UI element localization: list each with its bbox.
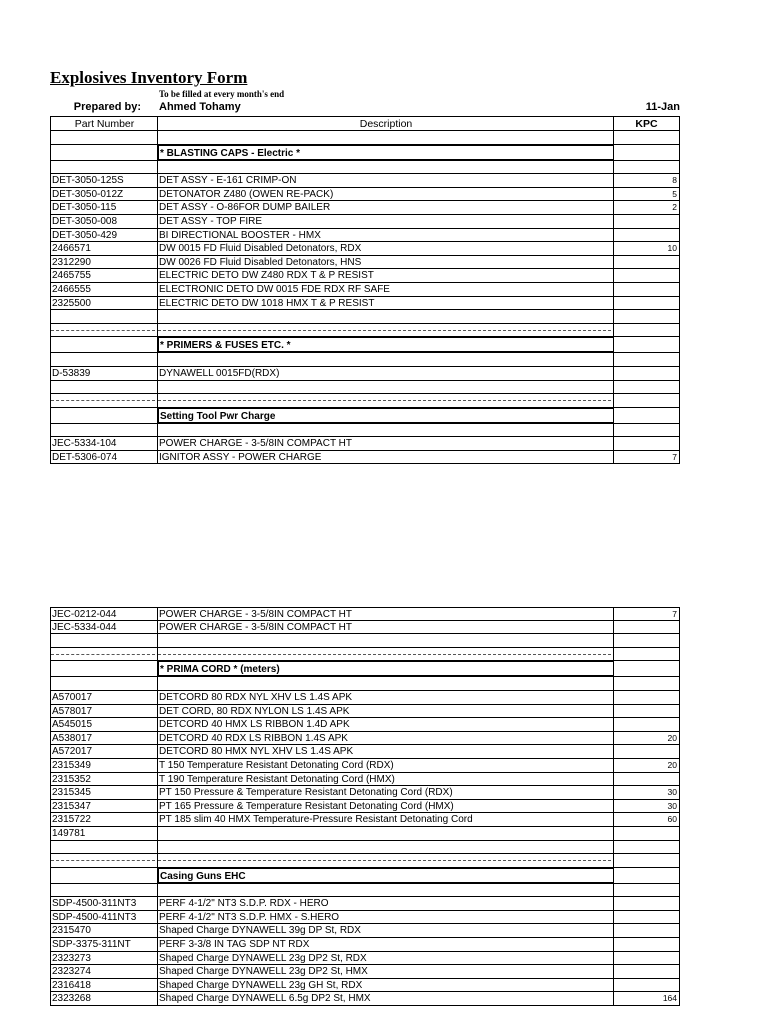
table-row bbox=[50, 965, 680, 979]
description-cell: POWER CHARGE - 3-5/8IN COMPACT HT bbox=[158, 621, 614, 634]
table-row bbox=[50, 424, 680, 438]
kpc-qty-cell bbox=[614, 705, 680, 718]
part-number-cell bbox=[50, 381, 158, 394]
table-row bbox=[50, 324, 680, 338]
table-row bbox=[50, 952, 680, 966]
table-row bbox=[50, 705, 680, 719]
description-cell bbox=[158, 394, 614, 407]
kpc-qty-cell: 164 bbox=[614, 992, 680, 1005]
description-cell: * PRIMA CORD * (meters) bbox=[158, 661, 614, 676]
part-number-cell bbox=[50, 145, 158, 160]
part-number-cell bbox=[50, 161, 158, 174]
table-body-bottom bbox=[50, 607, 680, 1006]
form-subtitle: To be filled at every month's end bbox=[159, 89, 285, 99]
prepared-by-label: Prepared by: bbox=[73, 101, 141, 113]
kpc-qty-cell bbox=[614, 648, 680, 661]
kpc-qty-cell bbox=[614, 938, 680, 951]
part-number-cell: 2466555 bbox=[50, 283, 158, 296]
kpc-qty-cell bbox=[614, 745, 680, 758]
table-row bbox=[50, 310, 680, 324]
table-row bbox=[50, 283, 680, 297]
part-number-cell: 2325500 bbox=[50, 297, 158, 310]
description-cell: PT 150 Pressure & Temperature Resistant Detonating Cord (RDX) bbox=[158, 786, 614, 799]
part-number-cell bbox=[50, 634, 158, 647]
part-number-cell: 2315347 bbox=[50, 800, 158, 813]
kpc-qty-cell bbox=[614, 367, 680, 380]
kpc-qty-cell bbox=[614, 424, 680, 437]
description-cell: PERF 4-1/2" NT3 S.D.P. RDX - HERO bbox=[158, 897, 614, 910]
kpc-qty-cell: 60 bbox=[614, 813, 680, 826]
part-number-cell: 149781 bbox=[50, 827, 158, 840]
description-cell: PERF 4-1/2" NT3 S.D.P. HMX - S.HERO bbox=[158, 911, 614, 924]
section-header-row bbox=[50, 145, 680, 161]
description-cell: DETCORD 40 RDX LS RIBBON 1.4S APK bbox=[158, 732, 614, 745]
kpc-qty-cell: 30 bbox=[614, 800, 680, 813]
kpc-qty-cell bbox=[614, 854, 680, 867]
kpc-qty-cell: 2 bbox=[614, 201, 680, 214]
table-row bbox=[50, 297, 680, 311]
description-cell bbox=[158, 353, 614, 366]
description-cell: DYNAWELL 0015FD(RDX) bbox=[158, 367, 614, 380]
description-cell bbox=[158, 841, 614, 854]
column-header-part-number: Part Number bbox=[50, 117, 158, 130]
table-row bbox=[50, 269, 680, 283]
description-cell: IGNITOR ASSY - POWER CHARGE bbox=[158, 451, 614, 464]
kpc-qty-cell bbox=[614, 324, 680, 337]
table-row bbox=[50, 201, 680, 215]
table-row bbox=[50, 367, 680, 381]
description-cell bbox=[158, 648, 614, 661]
table-row bbox=[50, 841, 680, 855]
form-title: Explosives Inventory Form bbox=[50, 68, 248, 87]
kpc-qty-cell bbox=[614, 952, 680, 965]
description-cell: DETCORD 40 HMX LS RIBBON 1.4D APK bbox=[158, 718, 614, 731]
part-number-cell: 2315349 bbox=[50, 759, 158, 772]
form-date: 11-Jan bbox=[645, 101, 680, 113]
kpc-qty-cell bbox=[614, 868, 680, 883]
table-row bbox=[50, 854, 680, 868]
part-number-cell: SDP-4500-311NT3 bbox=[50, 897, 158, 910]
description-cell: DET ASSY - TOP FIRE bbox=[158, 215, 614, 228]
table-row bbox=[50, 381, 680, 395]
description-cell: PT 165 Pressure & Temperature Resistant Detonating Cord (HMX) bbox=[158, 800, 614, 813]
part-number-cell bbox=[50, 868, 158, 883]
part-number-cell: DET-3050-125S bbox=[50, 174, 158, 187]
part-number-cell: SDP-4500-411NT3 bbox=[50, 911, 158, 924]
table-row bbox=[50, 607, 680, 621]
kpc-qty-cell: 20 bbox=[614, 732, 680, 745]
part-number-cell bbox=[50, 131, 158, 144]
part-number-cell: DET-3050-115 bbox=[50, 201, 158, 214]
description-cell: DET CORD, 80 RDX NYLON LS 1.4S APK bbox=[158, 705, 614, 718]
description-cell: Setting Tool Pwr Charge bbox=[158, 408, 614, 423]
part-number-cell: 2312290 bbox=[50, 256, 158, 269]
kpc-qty-cell bbox=[614, 408, 680, 423]
kpc-qty-cell bbox=[614, 677, 680, 690]
table-row bbox=[50, 911, 680, 925]
table-row bbox=[50, 773, 680, 787]
description-cell: * PRIMERS & FUSES ETC. * bbox=[158, 337, 614, 352]
table-row bbox=[50, 394, 680, 408]
table-row bbox=[50, 161, 680, 175]
part-number-cell bbox=[50, 394, 158, 407]
part-number-cell bbox=[50, 648, 158, 661]
table-row bbox=[50, 174, 680, 188]
part-number-cell bbox=[50, 661, 158, 676]
kpc-qty-cell bbox=[614, 827, 680, 840]
description-cell bbox=[158, 827, 614, 840]
description-cell: * BLASTING CAPS - Electric * bbox=[158, 145, 614, 160]
inventory-table-bottom bbox=[50, 607, 680, 1006]
kpc-qty-cell bbox=[614, 215, 680, 228]
table-row bbox=[50, 745, 680, 759]
section-header-row bbox=[50, 661, 680, 677]
part-number-cell: DET-5306-074 bbox=[50, 451, 158, 464]
description-cell: Shaped Charge DYNAWELL 23g DP2 St, HMX bbox=[158, 965, 614, 978]
description-cell bbox=[158, 161, 614, 174]
description-cell: DW 0026 FD Fluid Disabled Detonators, HNS bbox=[158, 256, 614, 269]
part-number-cell: 2323268 bbox=[50, 992, 158, 1005]
table-row bbox=[50, 242, 680, 256]
kpc-qty-cell bbox=[614, 841, 680, 854]
table-row bbox=[50, 215, 680, 229]
table-row bbox=[50, 732, 680, 746]
column-header-kpc: KPC bbox=[614, 117, 680, 130]
description-cell: Casing Guns EHC bbox=[158, 868, 614, 883]
kpc-qty-cell bbox=[614, 691, 680, 704]
part-number-cell bbox=[50, 854, 158, 867]
table-row bbox=[50, 800, 680, 814]
kpc-qty-cell bbox=[614, 897, 680, 910]
part-number-cell bbox=[50, 310, 158, 323]
part-number-cell bbox=[50, 324, 158, 337]
kpc-qty-cell bbox=[614, 229, 680, 242]
description-cell: DETONATOR Z480 (OWEN RE-PACK) bbox=[158, 188, 614, 201]
description-cell: Shaped Charge DYNAWELL 23g DP2 St, RDX bbox=[158, 952, 614, 965]
description-cell: DET ASSY - O-86FOR DUMP BAILER bbox=[158, 201, 614, 214]
part-number-cell: 2315352 bbox=[50, 773, 158, 786]
table-row bbox=[50, 256, 680, 270]
table-row bbox=[50, 938, 680, 952]
part-number-cell: A570017 bbox=[50, 691, 158, 704]
part-number-cell: 2316418 bbox=[50, 979, 158, 992]
part-number-cell: 2315470 bbox=[50, 924, 158, 937]
inventory-table-top bbox=[50, 116, 680, 464]
table-row bbox=[50, 924, 680, 938]
kpc-qty-cell bbox=[614, 718, 680, 731]
description-cell: T 190 Temperature Resistant Detonating Cord (HMX) bbox=[158, 773, 614, 786]
description-cell: POWER CHARGE - 3-5/8IN COMPACT HT bbox=[158, 437, 614, 450]
part-number-cell: JEC-5334-104 bbox=[50, 437, 158, 450]
kpc-qty-cell: 30 bbox=[614, 786, 680, 799]
table-header-row bbox=[50, 117, 680, 131]
part-number-cell: 2465755 bbox=[50, 269, 158, 282]
kpc-qty-cell bbox=[614, 131, 680, 144]
kpc-qty-cell bbox=[614, 979, 680, 992]
part-number-cell: 2323273 bbox=[50, 952, 158, 965]
description-cell bbox=[158, 324, 614, 337]
table-row bbox=[50, 786, 680, 800]
part-number-cell bbox=[50, 884, 158, 897]
part-number-cell bbox=[50, 841, 158, 854]
table-row bbox=[50, 131, 680, 145]
kpc-qty-cell bbox=[614, 621, 680, 634]
table-row bbox=[50, 648, 680, 662]
kpc-qty-cell bbox=[614, 773, 680, 786]
kpc-qty-cell: 7 bbox=[614, 608, 680, 620]
description-cell bbox=[158, 884, 614, 897]
part-number-cell bbox=[50, 408, 158, 423]
kpc-qty-cell bbox=[614, 661, 680, 676]
part-number-cell: A545015 bbox=[50, 718, 158, 731]
kpc-qty-cell bbox=[614, 283, 680, 296]
table-row bbox=[50, 353, 680, 367]
table-row bbox=[50, 827, 680, 841]
kpc-qty-cell bbox=[614, 381, 680, 394]
kpc-qty-cell bbox=[614, 161, 680, 174]
description-cell: ELECTRONIC DETO DW 0015 FDE RDX RF SAFE bbox=[158, 283, 614, 296]
part-number-cell: 2323274 bbox=[50, 965, 158, 978]
part-number-cell: A578017 bbox=[50, 705, 158, 718]
description-cell bbox=[158, 131, 614, 144]
kpc-qty-cell bbox=[614, 337, 680, 352]
part-number-cell: JEC-5334-044 bbox=[50, 621, 158, 634]
part-number-cell: 2315345 bbox=[50, 786, 158, 799]
part-number-cell: SDP-3375-311NT bbox=[50, 938, 158, 951]
table-row bbox=[50, 718, 680, 732]
part-number-cell: DET-3050-012Z bbox=[50, 188, 158, 201]
kpc-qty-cell: 8 bbox=[614, 174, 680, 187]
description-cell: DW 0015 FD Fluid Disabled Detonators, RDX bbox=[158, 242, 614, 255]
table-body-top bbox=[50, 131, 680, 464]
kpc-qty-cell bbox=[614, 884, 680, 897]
kpc-qty-cell: 10 bbox=[614, 242, 680, 255]
description-cell: ELECTRIC DETO DW 1018 HMX T & P RESIST bbox=[158, 297, 614, 310]
table-row bbox=[50, 897, 680, 911]
section-header-row bbox=[50, 337, 680, 353]
description-cell bbox=[158, 310, 614, 323]
description-cell: Shaped Charge DYNAWELL 23g GH St, RDX bbox=[158, 979, 614, 992]
description-cell: Shaped Charge DYNAWELL 39g DP St, RDX bbox=[158, 924, 614, 937]
table-row bbox=[50, 813, 680, 827]
part-number-cell bbox=[50, 353, 158, 366]
description-cell: T 150 Temperature Resistant Detonating Cord (RDX) bbox=[158, 759, 614, 772]
description-cell: DET ASSY - E-161 CRIMP-ON bbox=[158, 174, 614, 187]
kpc-qty-cell bbox=[614, 394, 680, 407]
table-row bbox=[50, 677, 680, 691]
kpc-qty-cell: 5 bbox=[614, 188, 680, 201]
description-cell: DETCORD 80 HMX NYL XHV LS 1.4S APK bbox=[158, 745, 614, 758]
table-row bbox=[50, 188, 680, 202]
description-cell bbox=[158, 424, 614, 437]
table-row bbox=[50, 691, 680, 705]
part-number-cell bbox=[50, 337, 158, 352]
description-cell: DETCORD 80 RDX NYL XHV LS 1.4S APK bbox=[158, 691, 614, 704]
description-cell bbox=[158, 381, 614, 394]
part-number-cell: 2315722 bbox=[50, 813, 158, 826]
table-row bbox=[50, 979, 680, 993]
description-cell bbox=[158, 854, 614, 867]
part-number-cell: JEC-0212-044 bbox=[50, 608, 158, 620]
prepared-by-name: Ahmed Tohamy bbox=[159, 101, 241, 113]
table-row bbox=[50, 437, 680, 451]
table-row bbox=[50, 229, 680, 243]
part-number-cell: DET-3050-008 bbox=[50, 215, 158, 228]
description-cell: POWER CHARGE - 3-5/8IN COMPACT HT bbox=[158, 608, 614, 620]
part-number-cell: D-53839 bbox=[50, 367, 158, 380]
kpc-qty-cell: 20 bbox=[614, 759, 680, 772]
table-row bbox=[50, 759, 680, 773]
kpc-qty-cell bbox=[614, 353, 680, 366]
kpc-qty-cell bbox=[614, 256, 680, 269]
part-number-cell bbox=[50, 424, 158, 437]
description-cell: PT 185 slim 40 HMX Temperature-Pressure Resistant Detonating Cord bbox=[158, 813, 614, 826]
part-number-cell: A572017 bbox=[50, 745, 158, 758]
section-header-row bbox=[50, 868, 680, 884]
kpc-qty-cell bbox=[614, 145, 680, 160]
kpc-qty-cell bbox=[614, 634, 680, 647]
kpc-qty-cell bbox=[614, 310, 680, 323]
kpc-qty-cell bbox=[614, 297, 680, 310]
description-cell: PERF 3-3/8 IN TAG SDP NT RDX bbox=[158, 938, 614, 951]
kpc-qty-cell bbox=[614, 911, 680, 924]
kpc-qty-cell bbox=[614, 924, 680, 937]
section-header-row bbox=[50, 408, 680, 424]
table-row bbox=[50, 634, 680, 648]
part-number-cell bbox=[50, 677, 158, 690]
kpc-qty-cell bbox=[614, 965, 680, 978]
table-row bbox=[50, 451, 680, 465]
table-row bbox=[50, 621, 680, 635]
kpc-qty-cell bbox=[614, 437, 680, 450]
part-number-cell: A538017 bbox=[50, 732, 158, 745]
description-cell: BI DIRECTIONAL BOOSTER - HMX bbox=[158, 229, 614, 242]
kpc-qty-cell bbox=[614, 269, 680, 282]
description-cell bbox=[158, 634, 614, 647]
column-header-description: Description bbox=[158, 117, 614, 130]
kpc-qty-cell: 7 bbox=[614, 451, 680, 464]
description-cell: Shaped Charge DYNAWELL 6.5g DP2 St, HMX bbox=[158, 992, 614, 1005]
description-cell: ELECTRIC DETO DW Z480 RDX T & P RESIST bbox=[158, 269, 614, 282]
part-number-cell: DET-3050-429 bbox=[50, 229, 158, 242]
table-row bbox=[50, 992, 680, 1006]
part-number-cell: 2466571 bbox=[50, 242, 158, 255]
description-cell bbox=[158, 677, 614, 690]
table-row bbox=[50, 884, 680, 898]
